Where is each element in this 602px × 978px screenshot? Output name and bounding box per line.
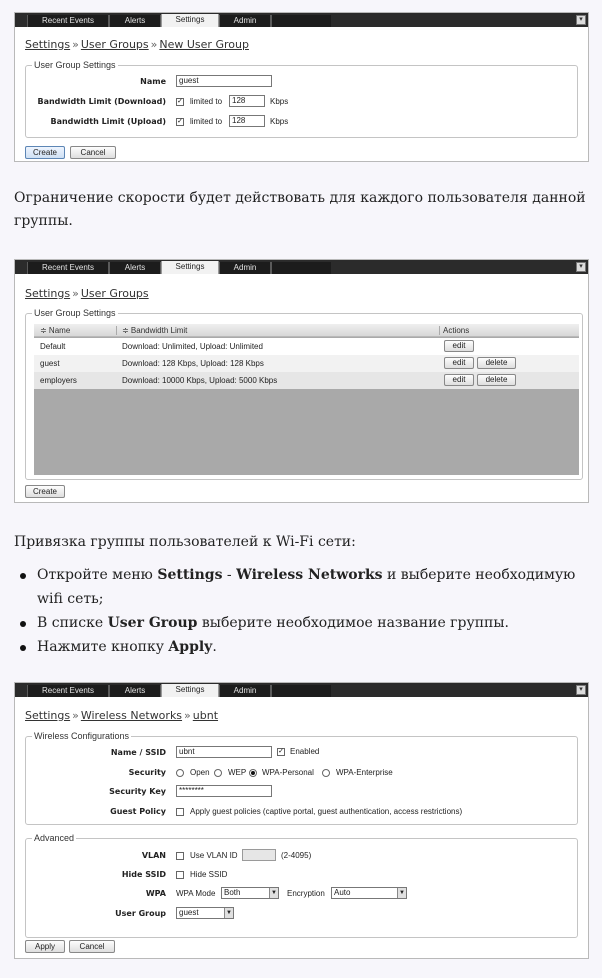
row-limit: Download: Unlimited, Upload: Unlimited (122, 342, 263, 351)
hide-ssid-checkbox[interactable] (176, 871, 184, 879)
vlan-checkbox[interactable] (176, 852, 184, 860)
breadcrumb-settings[interactable]: Settings (25, 287, 71, 300)
chevron-down-icon: ▼ (269, 888, 278, 898)
chevron-down-icon[interactable]: ▾ (576, 685, 586, 695)
enabled-label: Enabled (290, 747, 320, 756)
chevron-down-icon[interactable]: ▾ (576, 15, 586, 25)
name-label: Name (140, 77, 166, 86)
tab-spacer (271, 15, 331, 27)
user-groups-table (34, 324, 579, 475)
paragraph-group-limit: Ограничение скорости будет действовать для каждого пользователя данной группы. (14, 190, 586, 229)
user-groups-screenshot (14, 259, 589, 503)
wpa-mode-select[interactable]: Both ▼ (221, 887, 279, 899)
table-row[interactable] (34, 355, 579, 372)
breadcrumb-ubnt[interactable]: ubnt (192, 709, 219, 722)
tab-settings[interactable]: Settings (161, 261, 219, 274)
security-label: Security (128, 768, 166, 777)
tab-admin[interactable]: Admin (219, 262, 271, 274)
enabled-checkbox[interactable]: ✓ (278, 748, 284, 755)
edit-button[interactable]: edit (444, 357, 474, 369)
wpa-label: WPA (145, 889, 166, 898)
breadcrumb-separator: » (72, 709, 79, 722)
cancel-button[interactable]: Cancel (70, 146, 116, 159)
tab-recent-events[interactable]: Recent Events (27, 15, 109, 27)
security-open-radio[interactable] (176, 769, 184, 777)
tab-recent-events[interactable]: Recent Events (27, 685, 109, 697)
table-row[interactable] (34, 338, 579, 355)
tab-alerts[interactable]: Alerts (109, 262, 161, 274)
tab-settings[interactable]: Settings (161, 14, 219, 27)
tab-settings[interactable]: Settings (161, 684, 219, 697)
security-wep-radio[interactable] (214, 769, 222, 777)
encryption-select[interactable]: Auto ▼ (331, 887, 407, 899)
top-nav-bar (15, 683, 588, 697)
top-nav-bar (15, 13, 588, 27)
user-group-settings-panel (25, 60, 578, 138)
ssid-label: Name / SSID (110, 748, 166, 757)
tab-admin[interactable]: Admin (219, 685, 271, 697)
breadcrumb (25, 287, 149, 300)
paragraph-bind-group: Привязка группы пользователей к Wi-Fi сети: (14, 534, 356, 550)
guest-policy-checkbox[interactable] (176, 808, 184, 816)
delete-button[interactable]: delete (477, 374, 516, 386)
row-limit: Download: 10000 Kbps, Upload: 5000 Kbps (122, 376, 278, 385)
chevron-down-icon: ▼ (397, 888, 406, 898)
steps-list (14, 563, 594, 659)
guest-policy-text: Apply guest policies (captive portal, guest authentication, access restrictions) (190, 807, 463, 816)
breadcrumb-user-groups[interactable]: User Groups (80, 38, 149, 51)
ssid-input[interactable]: ubnt (176, 746, 272, 758)
column-divider (439, 326, 440, 335)
panel-legend: User Group Settings (34, 308, 116, 318)
row-name: guest (40, 359, 60, 368)
breadcrumb-settings[interactable]: Settings (25, 38, 71, 51)
row-name: Default (40, 342, 66, 351)
download-limit-checkbox[interactable]: ✓ (177, 98, 183, 105)
panel-legend: Advanced (34, 833, 75, 843)
list-item: Нажмите кнопку Apply. (14, 635, 594, 659)
list-item: В списке User Group выберите необходимое название группы. (14, 611, 594, 635)
download-limit-label: Bandwidth Limit (Download) (37, 97, 166, 106)
column-bandwidth-limit[interactable]: ≑ Bandwidth Limit (122, 326, 188, 335)
vlan-id-input[interactable] (242, 849, 276, 861)
use-vlan-id-label: Use VLAN ID (190, 851, 238, 860)
tab-alerts[interactable]: Alerts (109, 15, 161, 27)
user-group-settings-panel (25, 308, 583, 480)
row-limit: Download: 128 Kbps, Upload: 128 Kbps (122, 359, 264, 368)
column-divider (116, 326, 117, 335)
create-button[interactable]: Create (25, 485, 65, 498)
tab-spacer (271, 262, 331, 274)
breadcrumb-separator: » (72, 38, 79, 51)
security-wpa-enterprise-label: WPA-Enterprise (336, 768, 393, 777)
hide-ssid-check-label: Hide SSID (190, 870, 228, 879)
name-input[interactable]: guest (176, 75, 272, 87)
row-name: employers (40, 376, 77, 385)
breadcrumb-wireless-networks[interactable]: Wireless Networks (80, 709, 183, 722)
vlan-range-label: (2-4095) (281, 851, 312, 860)
security-wpa-personal-label: WPA-Personal (262, 768, 314, 777)
chevron-down-icon[interactable]: ▾ (576, 262, 586, 272)
chevron-down-icon: ▼ (224, 908, 233, 918)
breadcrumb-separator: » (72, 287, 79, 300)
breadcrumb-settings[interactable]: Settings (25, 709, 71, 722)
breadcrumb-separator: » (184, 709, 191, 722)
list-item: Откройте меню Settings - Wireless Networks и выберите необходимую wifi сеть; (14, 563, 594, 611)
user-group-select[interactable]: guest ▼ (176, 907, 234, 919)
cancel-button[interactable]: Cancel (69, 940, 115, 953)
download-limit-input[interactable]: 128 (229, 95, 265, 107)
upload-limit-input[interactable]: 128 (229, 115, 265, 127)
tab-alerts[interactable]: Alerts (109, 685, 161, 697)
advanced-panel (25, 833, 578, 938)
kbps-unit-label: Kbps (270, 117, 289, 126)
hide-ssid-label: Hide SSID (121, 870, 166, 879)
security-wpa-enterprise-radio[interactable] (322, 769, 330, 777)
top-nav-bar (15, 260, 588, 274)
breadcrumb-new-user-group[interactable]: New User Group (159, 38, 249, 51)
delete-button[interactable]: delete (477, 357, 516, 369)
edit-button[interactable]: edit (444, 340, 474, 352)
security-key-input[interactable]: ******** (176, 785, 272, 797)
kbps-unit-label: Kbps (270, 97, 289, 106)
tab-recent-events[interactable]: Recent Events (27, 262, 109, 274)
column-actions: Actions (443, 326, 470, 335)
security-wep-label: WEP (228, 768, 247, 777)
security-wpa-personal-radio[interactable] (249, 769, 257, 777)
panel-legend: User Group Settings (34, 60, 116, 70)
breadcrumb-separator: » (150, 38, 158, 51)
create-button[interactable]: Create (25, 146, 65, 159)
table-header (34, 324, 579, 337)
apply-button[interactable]: Apply (25, 940, 65, 953)
encryption-label: Encryption (287, 889, 325, 898)
edit-button[interactable]: edit (444, 374, 474, 386)
vlan-label: VLAN (141, 851, 166, 860)
column-name[interactable]: ≑ Name (40, 326, 71, 335)
breadcrumb-user-groups[interactable]: User Groups (80, 287, 149, 300)
wpa-mode-label: WPA Mode (176, 889, 216, 898)
new-user-group-screenshot (14, 12, 589, 162)
security-key-label: Security Key (109, 787, 166, 796)
wireless-network-screenshot (14, 682, 589, 959)
upload-limit-checkbox[interactable]: ✓ (177, 118, 183, 125)
table-row[interactable] (34, 372, 579, 389)
breadcrumb (25, 709, 218, 722)
security-open-label: Open (190, 768, 210, 777)
limited-to-label: limited to (190, 97, 223, 106)
limited-to-label: limited to (190, 117, 223, 126)
upload-limit-label: Bandwidth Limit (Upload) (50, 117, 166, 126)
tab-spacer (271, 685, 331, 697)
user-group-label: User Group (115, 909, 166, 918)
panel-legend: Wireless Configurations (34, 731, 130, 741)
tab-admin[interactable]: Admin (219, 15, 271, 27)
wireless-configurations-panel (25, 731, 578, 825)
guest-policy-label: Guest Policy (110, 807, 166, 816)
breadcrumb (25, 38, 249, 51)
